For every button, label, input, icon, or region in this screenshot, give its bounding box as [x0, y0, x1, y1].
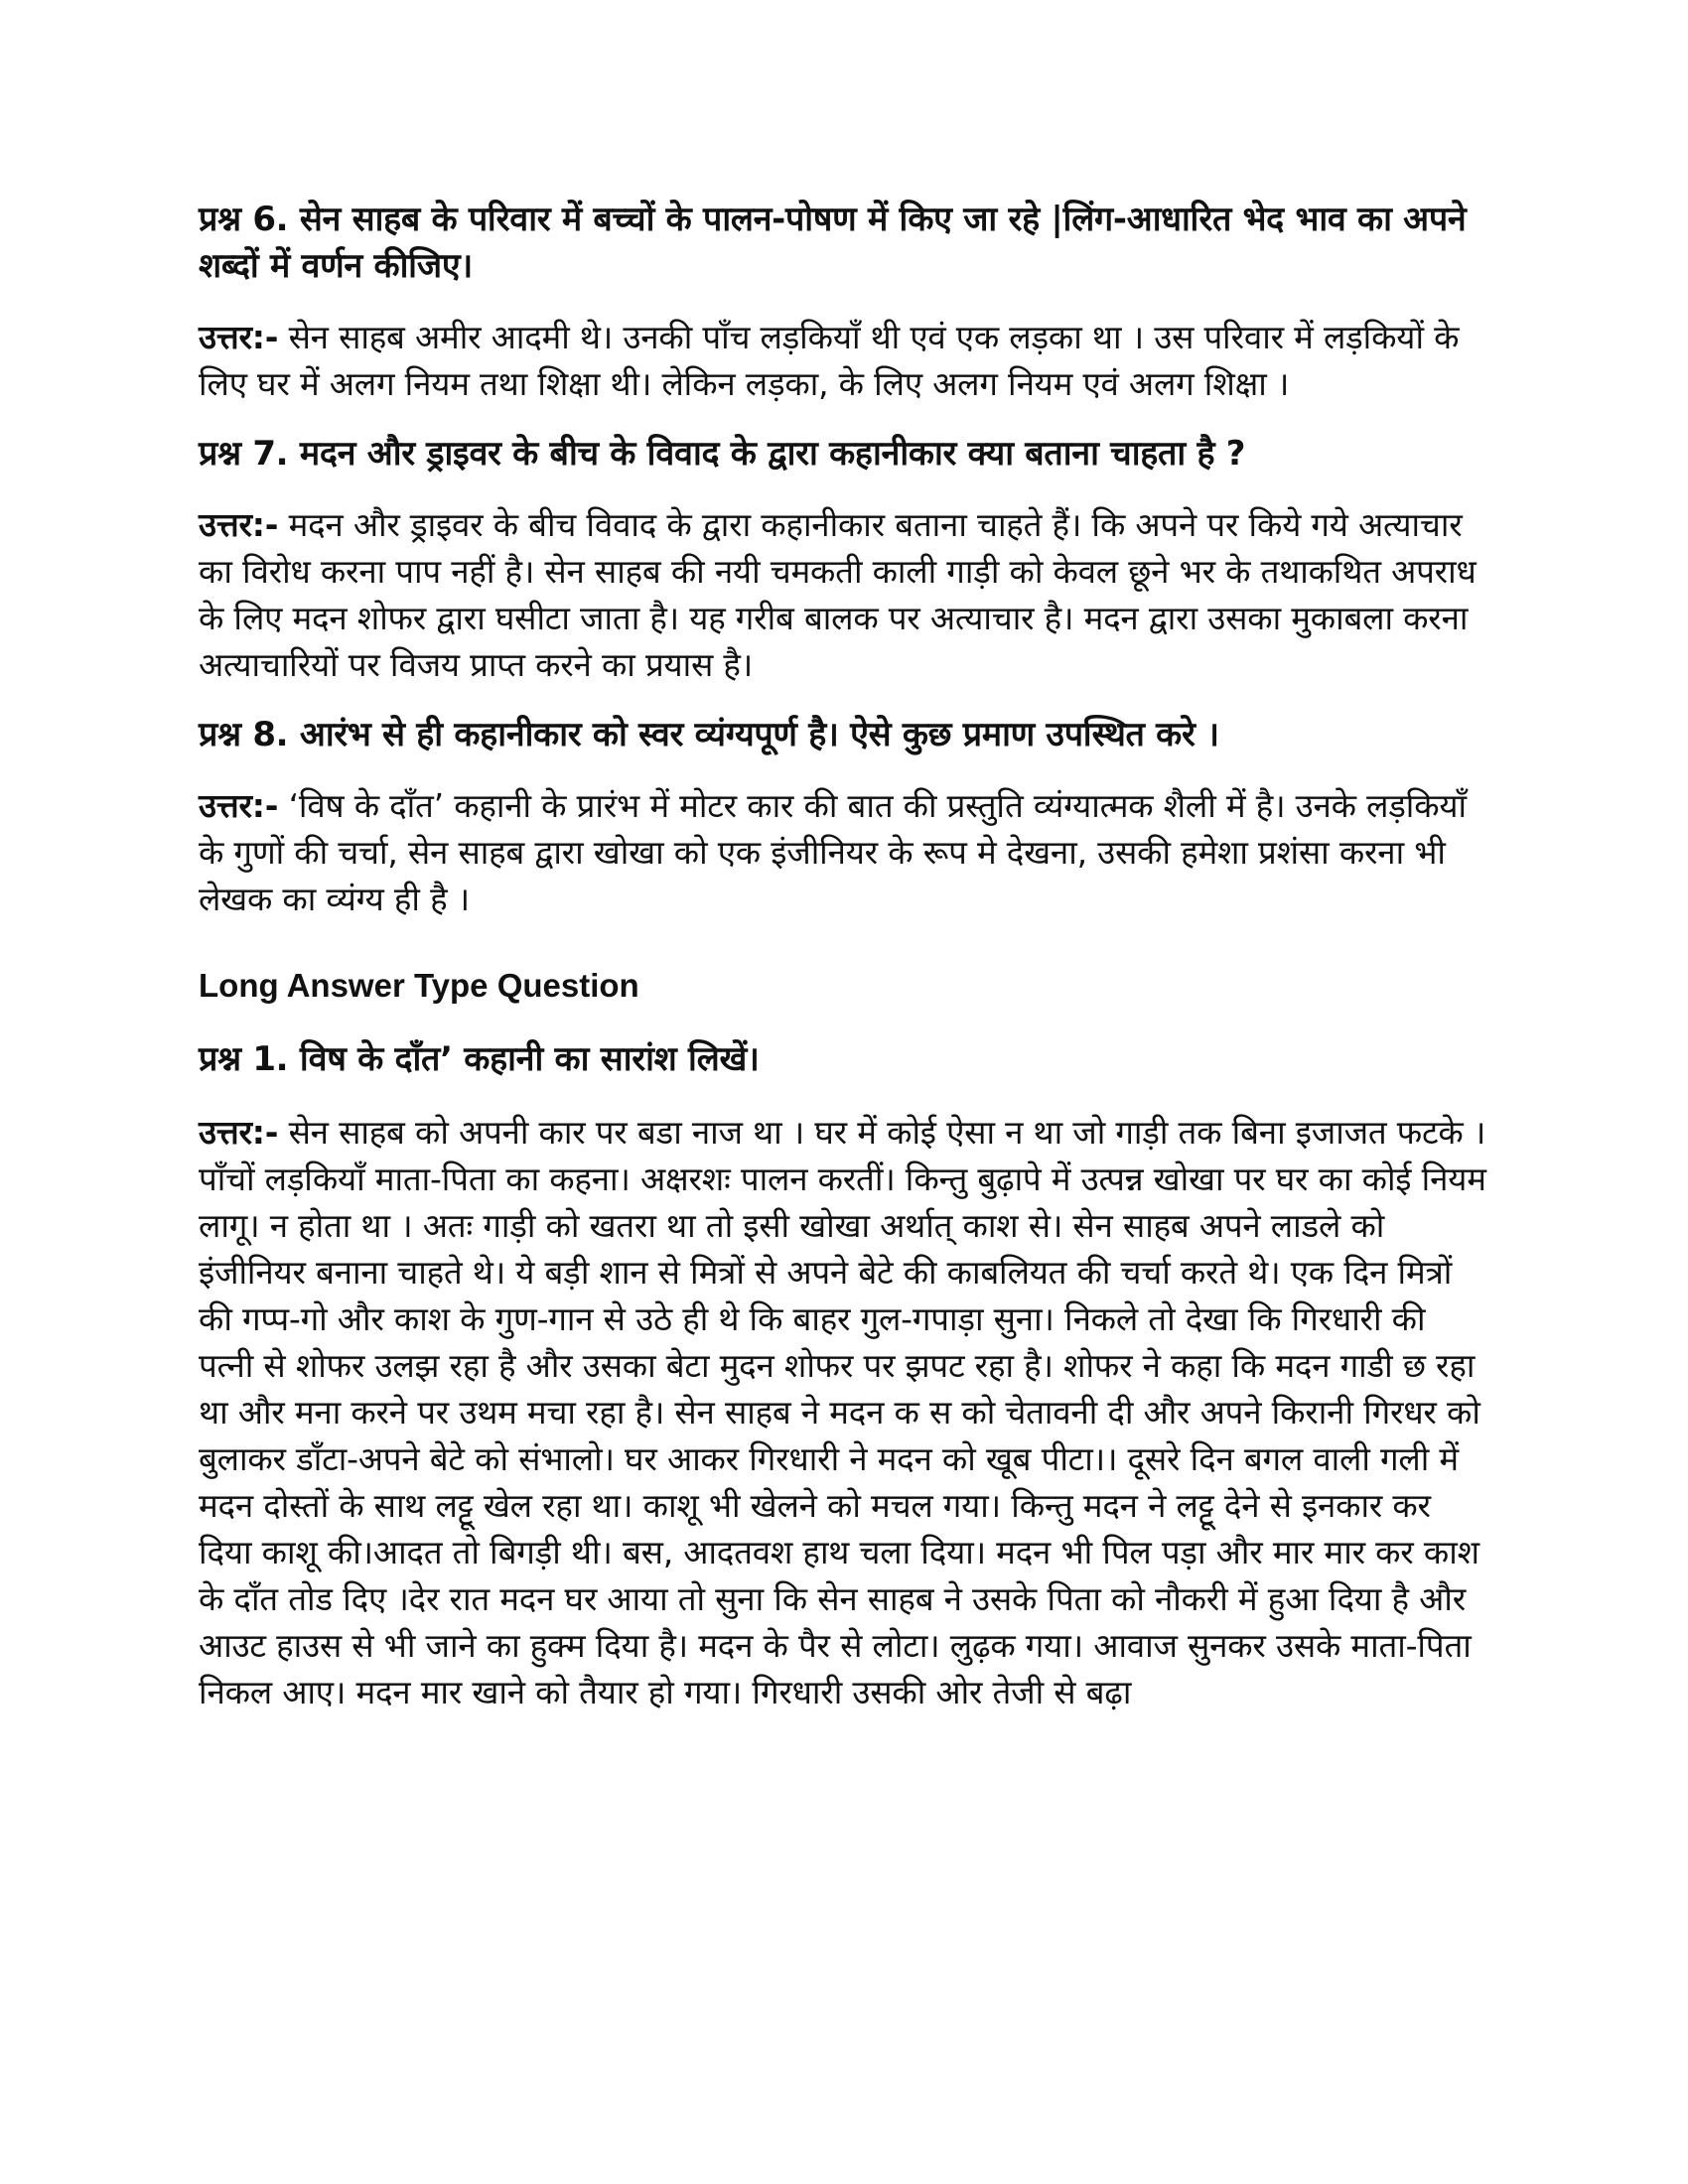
answer-1-text: सेन साहब को अपनी कार पर बडा नाज था । घर में कोई ऐसा न था जो गाड़ी तक बिना इजाजत फटके । पाँचों लड़कियाँ माता-पिता का कहना। अक्षरशः पालन करतीं। किन्तु बुढ़ापे में उत्पन्न खोखा पर घर का कोई नियम लागू। न होता था । अतः गाड़ी को खतरा था तो इसी खोखा अर्थात् काश से। सेन साहब अपने लाडले को इंजीनियर बनाना चाहते थे। ये बड़ी शान से मित्रों से अपने बेटे की काबलियत की चर्चा करते थे। एक दिन मित्रों की गप्प-गो और काश के गुण-गान से उठे ही थे कि बाहर गुल-गपाड़ा सुना। निकले तो देखा कि गिरधारी की पत्नी से शोफर उलझ रहा है और उसका बेटा मुदन शोफर पर झपट रहा है। शोफर ने कहा कि मदन गाडी छ रहा था और मना करने पर उथम मचा रहा है। सेन साहब ने मदन क स को चेतावनी दी और अपने किरानी गिरधर को बुलाकर डाँटा-अपने बेटे को संभालो। घर आकर गिरधारी ने मदन को खूब पीटा।। दूसरे दिन बगल वाली गली में मदन दोस्तों के साथ लट्टू खेल रहा था। काशू भी खेलने को मचल गया। किन्तु मदन ने लट्टू देने से इनकार कर दिया काशू की।आदत तो बिगड़ी थी। बस, आदतवश हाथ चला दिया। मदन भी पिल पड़ा और मार मार कर काश के दाँत तोड दिए ।देर रात मदन घर आया तो सुना कि सेन साहब ने उसके पिता को नौकरी में हुआ दिया है और आउट हाउस से भी जाने का हुक्म दिया है। मदन के पैर से लोटा। लुढ़क गया। आवाज सुनकर उसके माता-पिता निकल आए। मदन मार खाने को तैयार हो गया। गिरधारी उसकी ओर तेजी से बढ़ा [199, 1113, 1486, 1711]
question-6-heading: प्रश्न 6. सेन साहब के परिवार में बच्चों के पालन-पोषण में किए जा रहे |लिंग-आधारित भेद भाव का अपने शब्दों में वर्णन कीजिए। [199, 200, 1467, 286]
answer-7 [199, 501, 1489, 688]
section-heading: Long Answer Type Question [199, 967, 639, 1004]
answer-label: उत्तर:- [199, 1113, 279, 1152]
answer-label: उत्तर:- [199, 786, 279, 825]
question-1-heading: प्रश्न 1. विष के दाँत’ कहानी का सारांश लिखें। [199, 1039, 760, 1079]
answer-label: उत्तर:- [199, 505, 279, 544]
question-7-heading: प्रश्न 7. मदन और ड्राइवर के बीच के विवाद के द्वारा कहानीकार क्या बताना चाहता है ? [199, 434, 1246, 474]
answer-8-text: ‘विष के दाँत’ कहानी के प्रारंभ में मोटर कार की बात की प्रस्तुति व्यंग्यात्मक शैली में है। उनके लड़कियाँ के गुणों की चर्चा, सेन साहब द्वारा खोखा को एक इंजीनियर के रूप मे देखना, उसकी हमेशा प्रशंसा करना भी लेखक का व्यंग्य ही है । [199, 786, 1467, 918]
answer-label: उत्तर:- [199, 318, 279, 356]
answer-7-text: मदन और ड्राइवर के बीच विवाद के द्वारा कहानीकार बताना चाहते हैं। कि अपने पर किये गये अत्याचार का विरोध करना पाप नहीं है। सेन साहब की नयी चमकती काली गाड़ी को केवल छूने भर के तथाकथित अपराध के लिए मदन शोफर द्वारा घसीटा जाता है। यह गरीब बालक पर अत्याचार है। मदन द्वारा उसका मुकाबला करना अत्याचारियों पर विजय प्राप्त करने का प्रयास है। [199, 505, 1477, 684]
answer-6 [199, 314, 1489, 407]
question-8-heading: प्रश्न 8. आरंभ से ही कहानीकार को स्वर व्यंग्यपूर्ण है। ऐसे कुछ प्रमाण उपस्थित करे । [199, 715, 1219, 754]
answer-8 [199, 782, 1489, 922]
answer-1 [199, 1109, 1489, 1715]
document-page [199, 197, 1489, 1715]
answer-6-text: सेन साहब अमीर आदमी थे। उनकी पाँच लड़कियाँ थी एवं एक लड़का था । उस परिवार में लड़कियों के लिए घर में अलग नियम तथा शिक्षा थी। लेकिन लड़का, के लिए अलग नियम एवं अलग शिक्षा । [199, 318, 1460, 403]
